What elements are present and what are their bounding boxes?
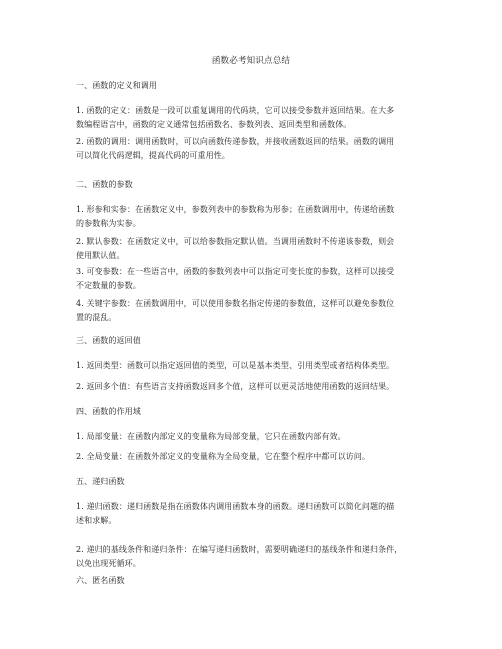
text-line: 2. 全局变量：在函数外部定义的变量称为全局变量，它在整个程序中都可以访问。	[76, 452, 370, 461]
text-line: 六、匿名函数	[76, 576, 125, 585]
text-line: 一、函数的定义和调用	[76, 81, 157, 90]
section-heading	[76, 475, 432, 489]
paragraph	[76, 543, 432, 571]
paragraph	[76, 265, 432, 293]
text-line: 2. 函数的调用：调用函数时，可以向函数传递参数，并接收函数返回的结果。函数的调用	[76, 137, 395, 146]
paragraph	[76, 430, 432, 444]
text-line: 述和求解。	[76, 516, 117, 525]
text-line: 二、函数的参数	[76, 180, 133, 189]
paragraph	[76, 450, 432, 464]
text-line: 3. 可变参数：在一些语言中，函数的参数列表中可以指定可变长度的参数，这样可以接受	[76, 267, 395, 276]
paragraph	[76, 104, 432, 132]
paragraph	[76, 359, 432, 373]
paragraph	[76, 203, 432, 231]
text-line: 4. 关键字参数：在函数调用中，可以使用参数名指定传递的参数值，这样可以避免参数位	[76, 299, 395, 308]
text-line: 1. 函数的定义：函数是一段可以重复调用的代码块，它可以接受参数并返回结果。在大多	[76, 106, 395, 115]
text-line: 置的混乱。	[76, 313, 117, 322]
paragraph	[76, 380, 432, 394]
document-title: 函数必考知识点总结	[211, 56, 291, 66]
text-line: 三、函数的返回值	[76, 336, 141, 345]
text-line: 2. 递归的基线条件和递归条件：在编写递归函数时，需要明确递归的基线条件和递归条件，	[76, 545, 403, 554]
text-line: 1. 局部变量：在函数内部定义的变量称为局部变量，它只在函数内部有效。	[76, 432, 346, 441]
text-line: 以免出现死循环。	[76, 559, 141, 568]
section-heading	[76, 178, 432, 192]
section-heading	[76, 79, 432, 93]
text-line: 不定数量的参数。	[76, 281, 141, 290]
text-line: 使用默认值。	[76, 251, 125, 260]
section-heading	[76, 334, 432, 348]
text-line: 数编程语言中，函数的定义通常包括函数名、参数列表、返回类型和函数体。	[76, 120, 352, 129]
text-line: 五、递归函数	[76, 477, 125, 486]
text-line: 四、函数的作用域	[76, 407, 141, 416]
text-line: 的参数称为实参。	[76, 219, 141, 228]
paragraph	[76, 500, 432, 528]
paragraph	[76, 135, 432, 163]
text-line: 1. 形参和实参：在函数定义中，参数列表中的参数称为形参；在函数调用中，传递给函数	[76, 205, 395, 214]
text-line: 2. 返回多个值：有些语言支持函数返回多个值，这样可以更灵活地使用函数的返回结果。	[76, 382, 395, 391]
section-heading	[76, 405, 432, 419]
text-line: 1. 返回类型：函数可以指定返回值的类型，可以是基本类型、引用类型或者结构体类型。	[76, 361, 395, 370]
paragraph	[76, 235, 432, 263]
text-line: 可以简化代码逻辑，提高代码的可重用性。	[76, 151, 230, 160]
section-heading	[76, 574, 432, 588]
paragraph	[76, 297, 432, 325]
text-line: 2. 默认参数：在函数定义中，可以给参数指定默认值。当调用函数时不传递该参数，则会	[76, 237, 395, 246]
text-line: 1. 递归函数：递归函数是指在函数体内调用函数本身的函数。递归函数可以简化问题的描	[76, 502, 395, 511]
